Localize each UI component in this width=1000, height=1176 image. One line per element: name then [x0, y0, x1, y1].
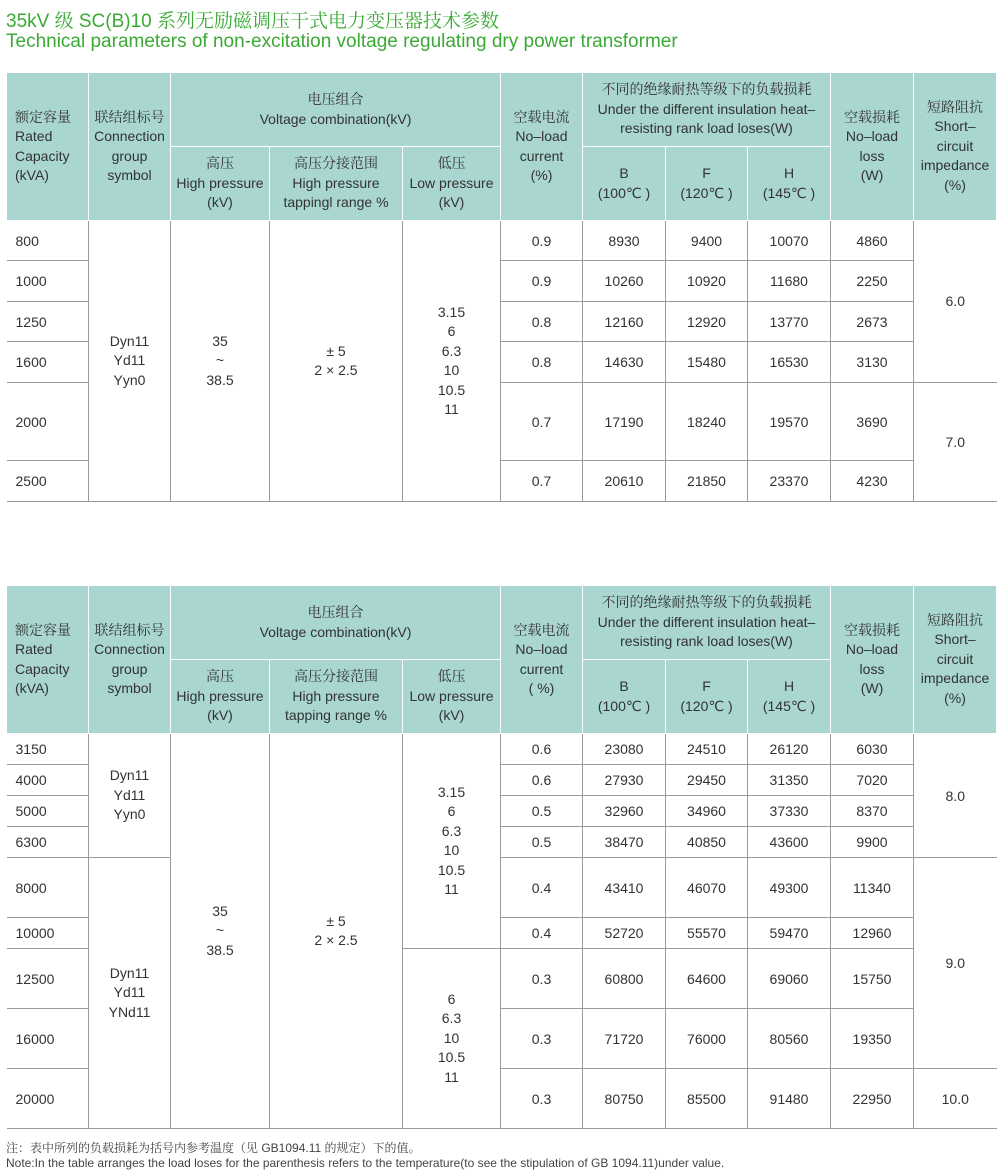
cell-load-loss-b: 8930 [583, 221, 666, 261]
header-load-loss: 不同的绝缘耐热等级下的负载损耗 Under the different insulation heat– resisting rank load loses(W) [583, 73, 831, 147]
cell-load-loss-h: 59470 [748, 918, 831, 949]
cell-noload-loss: 8370 [831, 796, 914, 827]
cell-capacity: 20000 [7, 1069, 89, 1129]
cell-capacity: 8000 [7, 858, 89, 918]
header-impedance: 短路阻抗 Short– circuit impedance (%) [914, 73, 997, 221]
cell-load-loss-b: 43410 [583, 858, 666, 918]
cell-capacity: 1250 [7, 301, 89, 341]
table-row [7, 221, 997, 261]
cell-load-loss-f: 24510 [666, 734, 748, 765]
header-high-voltage: 高压 High pressure (kV) [171, 147, 270, 221]
cell-capacity: 3150 [7, 734, 89, 765]
cell-load-loss-b: 27930 [583, 765, 666, 796]
cell-noload-loss: 3690 [831, 382, 914, 461]
cell-load-loss-b: 38470 [583, 827, 666, 858]
cell-noload-loss: 4230 [831, 461, 914, 502]
cell-load-loss-f: 12920 [666, 301, 748, 341]
page-title-en: Technical parameters of non-excitation voltage regulating dry power transformer [6, 31, 678, 52]
cell-tapping-range: ± 5 2 × 2.5 [270, 221, 403, 502]
cell-load-loss-h: 49300 [748, 858, 831, 918]
header-load-loss: 不同的绝缘耐热等级下的负载损耗 Under the different insulation heat– resisting rank load loses(W) [583, 586, 831, 660]
cell-load-loss-b: 23080 [583, 734, 666, 765]
cell-load-loss-b: 20610 [583, 461, 666, 502]
header-voltage-combination: 电压组合 Voltage combination(kV) [171, 73, 501, 147]
header-connection-group: 联结组标号 Connection group symbol [89, 73, 171, 221]
cell-load-loss-b: 12160 [583, 301, 666, 341]
parameters-table-1 [6, 72, 997, 502]
cell-noload-loss: 11340 [831, 858, 914, 918]
cell-load-loss-f: 15480 [666, 342, 748, 382]
header-class-h: H (145℃ ) [748, 660, 831, 734]
cell-load-loss-h: 11680 [748, 261, 831, 301]
cell-load-loss-f: 18240 [666, 382, 748, 461]
cell-noload-current: 0.7 [501, 461, 583, 502]
cell-load-loss-h: 23370 [748, 461, 831, 502]
header-tapping-range: 高压分接范围 High pressure tapping range % [270, 660, 403, 734]
cell-noload-loss: 2673 [831, 301, 914, 341]
cell-impedance: 9.0 [914, 858, 997, 1069]
header-class-b: B (100℃ ) [583, 147, 666, 221]
cell-noload-current: 0.7 [501, 382, 583, 461]
cell-load-loss-h: 13770 [748, 301, 831, 341]
cell-load-loss-b: 14630 [583, 342, 666, 382]
cell-load-loss-f: 85500 [666, 1069, 748, 1129]
cell-noload-current: 0.3 [501, 1069, 583, 1129]
cell-connection-group: Dyn11 Yd11 Yyn0 [89, 221, 171, 502]
cell-capacity: 2000 [7, 382, 89, 461]
cell-load-loss-f: 46070 [666, 858, 748, 918]
cell-load-loss-f: 21850 [666, 461, 748, 502]
cell-noload-current: 0.4 [501, 918, 583, 949]
cell-noload-loss: 12960 [831, 918, 914, 949]
cell-load-loss-f: 29450 [666, 765, 748, 796]
cell-capacity: 6300 [7, 827, 89, 858]
cell-impedance: 6.0 [914, 221, 997, 383]
cell-noload-current: 0.9 [501, 261, 583, 301]
cell-load-loss-b: 52720 [583, 918, 666, 949]
cell-noload-current: 0.5 [501, 796, 583, 827]
cell-capacity: 4000 [7, 765, 89, 796]
header-noload-loss: 空载损耗 No–load loss (W) [831, 73, 914, 221]
cell-impedance: 10.0 [914, 1069, 997, 1129]
header-connection-group: 联结组标号 Connection group symbol [89, 586, 171, 734]
cell-load-loss-h: 19570 [748, 382, 831, 461]
cell-noload-current: 0.5 [501, 827, 583, 858]
cell-connection-group: Dyn11 Yd11 YNd11 [89, 858, 171, 1129]
cell-noload-current: 0.6 [501, 734, 583, 765]
header-high-voltage: 高压 High pressure (kV) [171, 660, 270, 734]
cell-low-voltage: 3.15 6 6.3 10 10.5 11 [403, 734, 501, 949]
cell-load-loss-b: 80750 [583, 1069, 666, 1129]
cell-load-loss-f: 76000 [666, 1009, 748, 1069]
cell-load-loss-b: 71720 [583, 1009, 666, 1069]
cell-low-voltage: 3.15 6 6.3 10 10.5 11 [403, 221, 501, 502]
cell-capacity: 12500 [7, 949, 89, 1009]
cell-high-voltage: 35 ~ 38.5 [171, 221, 270, 502]
cell-tapping-range: ± 5 2 × 2.5 [270, 734, 403, 1129]
cell-noload-current: 0.8 [501, 301, 583, 341]
parameters-table-2 [6, 585, 997, 1129]
cell-capacity: 2500 [7, 461, 89, 502]
footnote-cn: 注：表中所列的负载损耗为括号内参考温度（见 GB1094.11 的规定）下的值。 [6, 1141, 421, 1155]
cell-load-loss-f: 9400 [666, 221, 748, 261]
cell-load-loss-f: 64600 [666, 949, 748, 1009]
header-class-f: F (120℃ ) [666, 147, 748, 221]
header-noload-current: 空载电流 No–load current (%) [501, 73, 583, 221]
cell-noload-loss: 3130 [831, 342, 914, 382]
cell-load-loss-b: 10260 [583, 261, 666, 301]
cell-load-loss-b: 32960 [583, 796, 666, 827]
cell-load-loss-h: 26120 [748, 734, 831, 765]
footnote-en: Note:In the table arranges the load loses for the parenthesis refers to the temperature(to see the stipulation of GB 1094.11)under value. [6, 1156, 725, 1170]
cell-load-loss-h: 16530 [748, 342, 831, 382]
cell-noload-loss: 7020 [831, 765, 914, 796]
cell-noload-loss: 19350 [831, 1009, 914, 1069]
header-voltage-combination: 电压组合 Voltage combination(kV) [171, 586, 501, 660]
cell-load-loss-h: 43600 [748, 827, 831, 858]
cell-capacity: 10000 [7, 918, 89, 949]
header-class-f: F (120℃ ) [666, 660, 748, 734]
cell-noload-loss: 6030 [831, 734, 914, 765]
header-capacity: 额定容量 Rated Capacity (kVA) [7, 73, 89, 221]
header-tapping-range: 高压分接范围 High pressure tappingl range % [270, 147, 403, 221]
header-noload-current: 空载电流 No–load current ( %) [501, 586, 583, 734]
cell-load-loss-h: 91480 [748, 1069, 831, 1129]
cell-load-loss-f: 55570 [666, 918, 748, 949]
cell-load-loss-f: 10920 [666, 261, 748, 301]
cell-impedance: 8.0 [914, 734, 997, 858]
page-title-cn: 35kV 级 SC(B)10 系列无励磁调压干式电力变压器技术参数 [6, 11, 499, 32]
cell-load-loss-h: 31350 [748, 765, 831, 796]
cell-noload-loss: 22950 [831, 1069, 914, 1129]
cell-noload-current: 0.8 [501, 342, 583, 382]
cell-capacity: 1000 [7, 261, 89, 301]
header-class-b: B (100℃ ) [583, 660, 666, 734]
cell-load-loss-b: 17190 [583, 382, 666, 461]
cell-load-loss-f: 40850 [666, 827, 748, 858]
cell-noload-loss: 9900 [831, 827, 914, 858]
header-capacity: 额定容量 Rated Capacity (kVA) [7, 586, 89, 734]
cell-capacity: 800 [7, 221, 89, 261]
header-noload-loss: 空载损耗 No–load loss (W) [831, 586, 914, 734]
cell-load-loss-b: 60800 [583, 949, 666, 1009]
cell-high-voltage: 35 ~ 38.5 [171, 734, 270, 1129]
cell-capacity: 16000 [7, 1009, 89, 1069]
cell-load-loss-h: 10070 [748, 221, 831, 261]
cell-load-loss-h: 80560 [748, 1009, 831, 1069]
cell-noload-loss: 4860 [831, 221, 914, 261]
cell-connection-group: Dyn11 Yd11 Yyn0 [89, 734, 171, 858]
cell-capacity: 1600 [7, 342, 89, 382]
table-row [7, 734, 997, 765]
cell-load-loss-h: 69060 [748, 949, 831, 1009]
cell-noload-current: 0.6 [501, 765, 583, 796]
cell-impedance: 7.0 [914, 382, 997, 501]
header-impedance: 短路阻抗 Short– circuit impedance (%) [914, 586, 997, 734]
cell-capacity: 5000 [7, 796, 89, 827]
cell-noload-current: 0.3 [501, 949, 583, 1009]
header-class-h: H (145℃ ) [748, 147, 831, 221]
cell-load-loss-h: 37330 [748, 796, 831, 827]
cell-load-loss-f: 34960 [666, 796, 748, 827]
header-low-voltage: 低压 Low pressure (kV) [403, 660, 501, 734]
cell-noload-loss: 15750 [831, 949, 914, 1009]
cell-noload-current: 0.3 [501, 1009, 583, 1069]
table-row [7, 858, 997, 918]
cell-noload-loss: 2250 [831, 261, 914, 301]
cell-noload-current: 0.9 [501, 221, 583, 261]
cell-noload-current: 0.4 [501, 858, 583, 918]
cell-low-voltage: 6 6.3 10 10.5 11 [403, 949, 501, 1129]
header-low-voltage: 低压 Low pressure (kV) [403, 147, 501, 221]
